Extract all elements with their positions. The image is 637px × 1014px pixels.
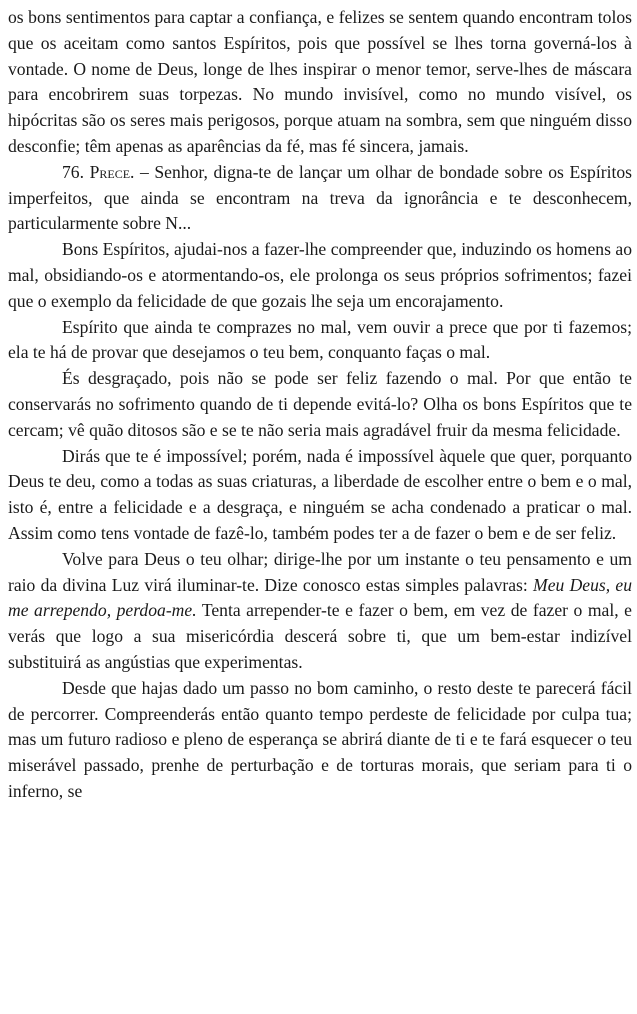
paragraph-text: Espírito que ainda te comprazes no mal, vem ouvir a prece que por ti fazemos; ela te há de provar que desejamos o teu bem, conquanto faças o mal. — [8, 316, 632, 363]
paragraph-text: Tenta arrepender-te e fazer o bem, em vez de fazer o mal, e verás que logo a sua misericórdia descerá sobre ti, que um bem-estar indizível substituirá as angústias que experimentas. — [8, 600, 632, 672]
paragraph-text: – Senhor, digna-te de lançar um olhar de bondade sobre os Espíritos imperfeitos, que ainda se encontram na treva da ignorância e te desconhecem, particularmente sobre N... — [8, 161, 632, 234]
section-heading: Prece. — [89, 161, 135, 182]
paragraph-text: És desgraçado, pois não se pode ser feliz fazendo o mal. Por que então te conservarás no sofrimento quando de ti depende evitá-lo? Olha os bons Espíritos que te cercam; vê quão ditosos são e se te não seria mais agradável fruir da mesma felicidade. — [8, 368, 632, 440]
paragraph-prayer-76 — [8, 160, 632, 237]
paragraph-continuation — [8, 5, 632, 160]
paragraph-last — [8, 676, 632, 805]
section-number: 76. — [62, 161, 84, 182]
paragraph — [8, 444, 632, 547]
paragraph-text: os bons sentimentos para captar a confiança, e felizes se sentem quando encontram tolos que os aceitam como santos Espíritos, pois que possível se lhes torna governá-los à vontade. O nome de Deus, longe de lhes inspirar o menor temor, serve-lhes de máscara para encobrirem suas torpezas. No mundo invisível, como no mundo visível, os hipócritas são os seres mais perigosos, porque atuam na sombra, sem que ninguém disso desconfie; têm apenas as aparências da fé, mas fé sincera, jamais. — [8, 7, 632, 156]
paragraph-text: Bons Espíritos, ajudai-nos a fazer-lhe compreender que, induzindo os homens ao mal, obsidiando-os e atormentando-os, ele prolonga os seus próprios sofrimentos; fazei que o exemplo da felicidade de que gozais lhe seja um encorajamento. — [8, 239, 632, 311]
paragraph-text: Dirás que te é impossível; porém, nada é impossível àquele que quer, porquanto Deus te deu, como a todas as suas criaturas, a liberdade de escolher entre o bem e o mal, isto é, entre a felicidade e a desgraça, e ninguém se acha condenado a praticar o mal. Assim como tens vontade de fazê-lo, também podes ter a de fazer o bem e de ser feliz. — [8, 445, 632, 543]
paragraph — [8, 315, 632, 367]
paragraph-with-italic-quote — [8, 547, 632, 676]
paragraph — [8, 237, 632, 314]
paragraph-text: Volve para Deus o teu olhar; dirige-lhe por um instante o teu pensamento e um raio da divina Luz virá iluminar-te. Dize conosco estas simples palavras: — [8, 548, 632, 595]
paragraph-text: Desde que hajas dado um passo no bom caminho, o resto deste te parecerá fácil de percorrer. Compreenderás então quanto tempo perdeste de felicidade por culpa tua; mas um futuro radioso e pleno de esperança se abrirá diante de ti e te fará esquecer o teu miserável passado, prenhe de perturbação e de torturas morais, que seriam para ti o inferno, se — [8, 677, 632, 801]
paragraph — [8, 366, 632, 443]
italic-quote: Meu Deus, eu me arrependo, perdoa-me. — [8, 574, 632, 621]
